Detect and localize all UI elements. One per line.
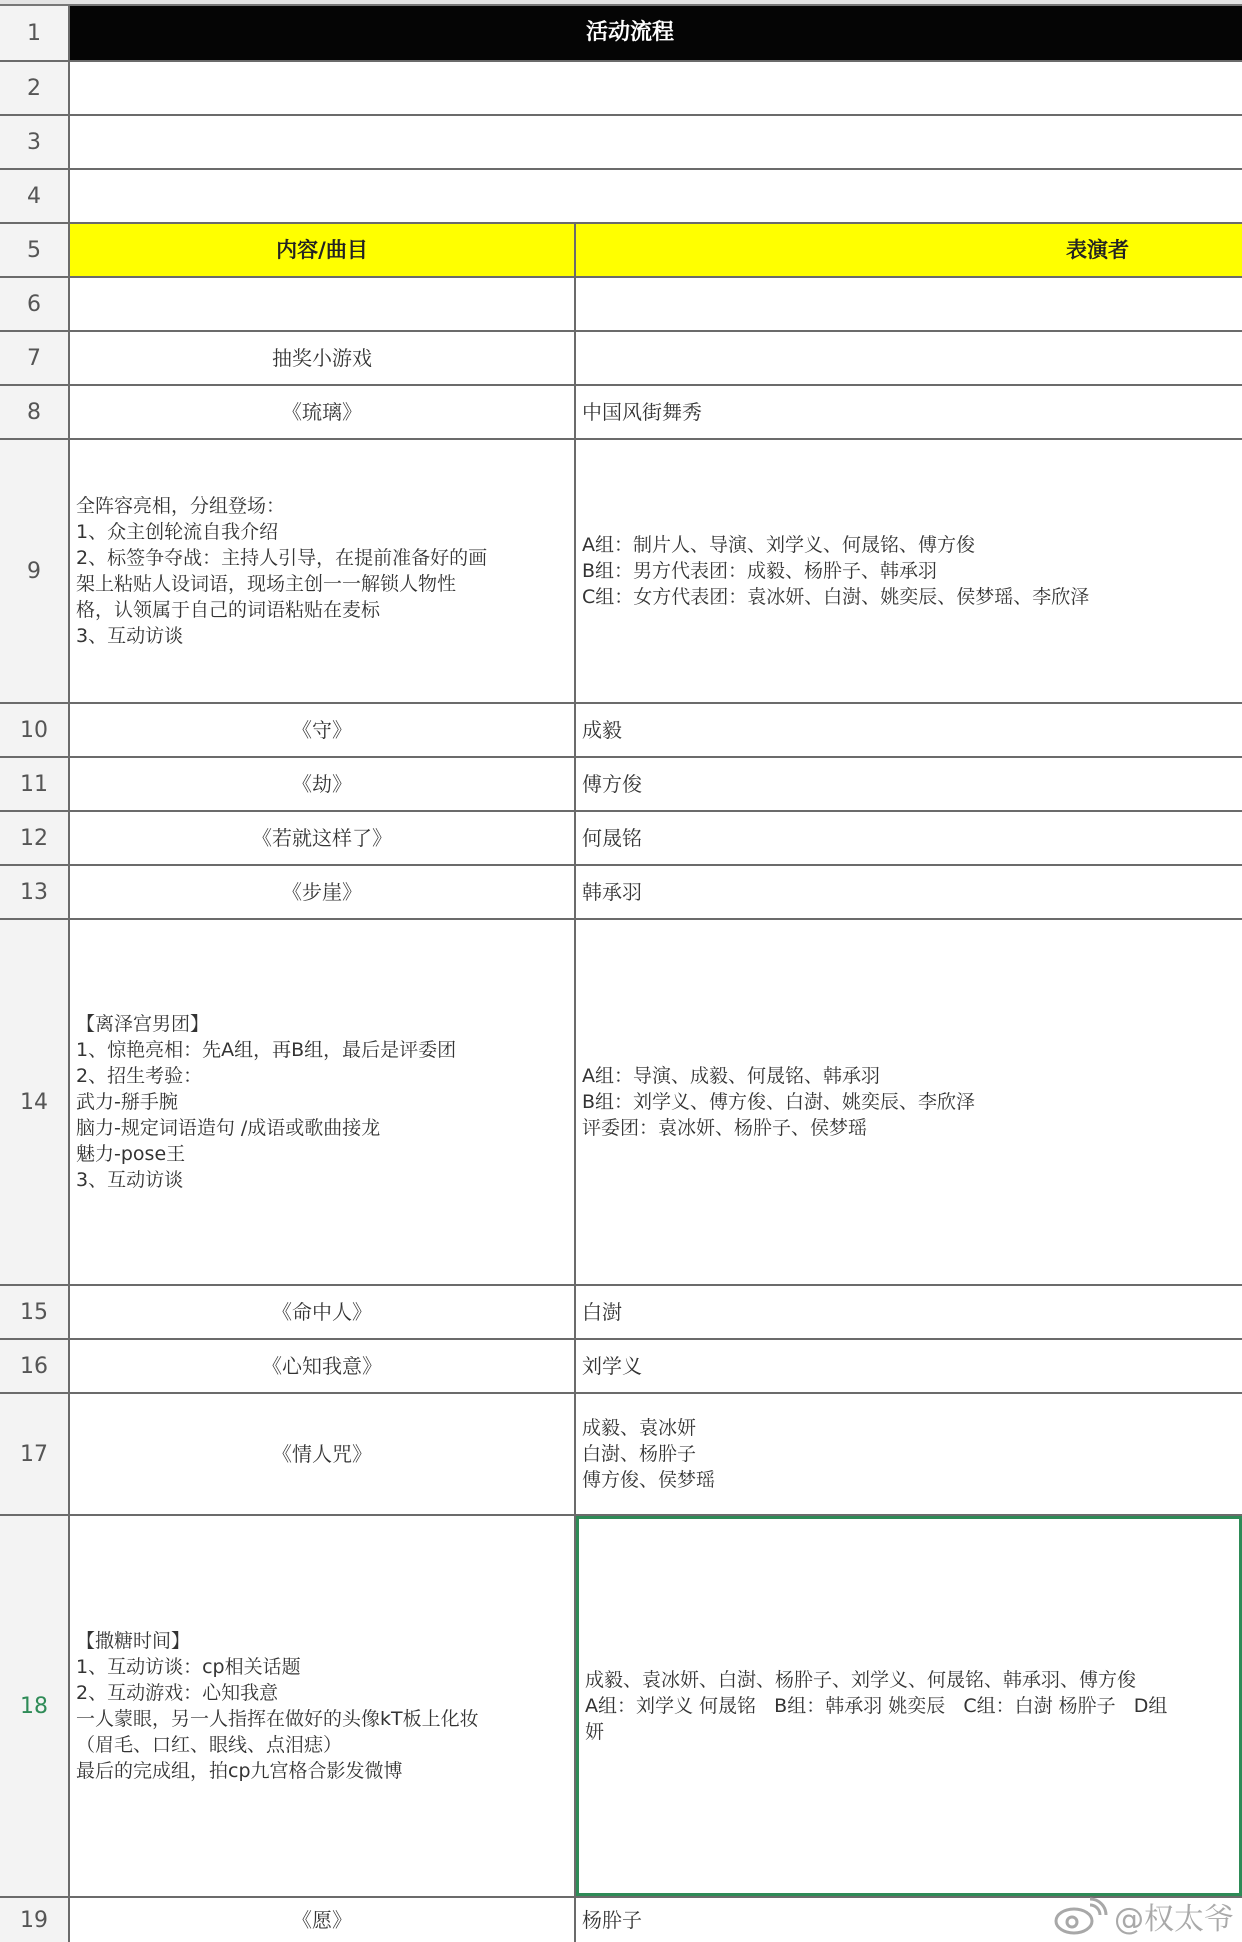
content-cell[interactable]: 《琉璃》 <box>70 386 576 438</box>
content-cell[interactable]: 《愿》 <box>70 1898 576 1942</box>
performer-cell[interactable]: A组：导演、成毅、何晟铭、韩承羽 B组：刘学义、傅方俊、白澍、姚奕辰、李欣泽 评委团：袁冰妍、杨肸子、侯梦瑶 <box>582 1065 976 1139</box>
content-cell[interactable]: 《守》 <box>70 704 576 756</box>
content-cell[interactable]: 《劫》 <box>70 758 576 810</box>
row-number[interactable]: 6 <box>0 278 70 330</box>
performer-cell[interactable]: 白澍 <box>582 1300 622 1324</box>
content-cell[interactable]: 《心知我意》 <box>70 1340 576 1392</box>
row-number[interactable]: 9 <box>0 440 70 702</box>
performer-cell-selected[interactable]: 成毅、袁冰妍、白澍、杨肸子、刘学义、何晟铭、韩承羽、傅方俊 A组：刘学义 何晟铭 B组：韩承羽 姚奕辰 C组：白澍 杨肸子 D组 妍 <box>576 1516 1242 1896</box>
table-row <box>0 6 1242 62</box>
performer-cell[interactable]: 何晟铭 <box>582 826 642 850</box>
row-number[interactable]: 4 <box>0 170 70 222</box>
content-cell[interactable]: 《命中人》 <box>70 1286 576 1338</box>
table-row <box>0 920 1242 1286</box>
row-number[interactable]: 2 <box>0 62 70 114</box>
row-number[interactable]: 11 <box>0 758 70 810</box>
table-row <box>0 386 1242 440</box>
table-row <box>0 116 1242 170</box>
table-row <box>0 62 1242 116</box>
performer-cell[interactable]: 傅方俊 <box>582 772 642 796</box>
empty-merged-cell[interactable] <box>70 62 1242 114</box>
content-cell[interactable]: 抽奖小游戏 <box>70 332 576 384</box>
content-cell[interactable]: 【撒糖时间】 1、互动访谈：cp相关话题 2、互动游戏：心知我意 一人蒙眼，另一人指挥在做好的头像kT板上化妆 （眉毛、口红、眼线、点泪痣） 最后的完成组，拍cp九宫格合影发微博 <box>70 1516 576 1896</box>
row-number[interactable]: 12 <box>0 812 70 864</box>
row-number[interactable]: 3 <box>0 116 70 168</box>
table-row <box>0 866 1242 920</box>
table-row <box>0 170 1242 224</box>
performer-cell[interactable]: 韩承羽 <box>582 880 642 904</box>
row-number[interactable]: 19 <box>0 1898 70 1942</box>
content-cell[interactable]: 全阵容亮相，分组登场： 1、众主创轮流自我介绍 2、标签争夺战：主持人引导，在提前准备好的画 架上粘贴人设词语，现场主创一一解锁人物性 格，认领属于自己的词语粘贴在麦标 3、互动访谈 <box>70 440 576 702</box>
table-row <box>0 278 1242 332</box>
header-content[interactable]: 内容/曲目 <box>70 224 576 276</box>
table-row <box>0 812 1242 866</box>
empty-merged-cell[interactable] <box>70 170 1242 222</box>
row-number[interactable]: 13 <box>0 866 70 918</box>
row-number[interactable]: 10 <box>0 704 70 756</box>
performer-cell[interactable]: 刘学义 <box>582 1354 642 1378</box>
row-number[interactable]: 7 <box>0 332 70 384</box>
table-row <box>0 332 1242 386</box>
title-cell[interactable] <box>70 6 1242 60</box>
content-cell[interactable] <box>70 278 576 330</box>
table-row <box>0 1516 1242 1898</box>
table-row <box>0 440 1242 704</box>
content-cell[interactable]: 《若就这样了》 <box>70 812 576 864</box>
watermark-text: @权太爷 <box>1114 1902 1234 1937</box>
performer-cell[interactable]: 杨肸子 <box>582 1908 642 1932</box>
content-cell[interactable]: 《情人咒》 <box>70 1394 576 1514</box>
table-row <box>0 1286 1242 1340</box>
performer-cell[interactable] <box>576 278 1242 330</box>
row-number[interactable]: 16 <box>0 1340 70 1392</box>
content-cell[interactable]: 《步崖》 <box>70 866 576 918</box>
row-number[interactable]: 17 <box>0 1394 70 1514</box>
table-row <box>0 704 1242 758</box>
row-number[interactable]: 8 <box>0 386 70 438</box>
performer-cell[interactable] <box>576 332 1242 384</box>
weibo-watermark <box>1052 1894 1234 1938</box>
weibo-icon <box>1052 1897 1108 1935</box>
performer-cell[interactable]: 成毅 <box>582 718 622 742</box>
row-number[interactable]: 5 <box>0 224 70 276</box>
content-cell[interactable]: 【离泽宫男团】 1、惊艳亮相：先A组，再B组，最后是评委团 2、招生考验： 武力-掰手腕 脑力-规定词语造句 /成语或歌曲接龙 魅力-pose王 3、互动访谈 <box>70 920 576 1284</box>
empty-merged-cell[interactable] <box>70 116 1242 168</box>
table-row <box>0 758 1242 812</box>
header-performer[interactable]: 表演者 <box>576 224 1242 276</box>
row-number-active[interactable]: 18 <box>0 1516 70 1896</box>
row-number[interactable]: 1 <box>0 6 70 60</box>
row-number[interactable]: 14 <box>0 920 70 1284</box>
row-number[interactable]: 15 <box>0 1286 70 1338</box>
table-row <box>0 1394 1242 1516</box>
page-title: 活动流程 <box>585 20 674 45</box>
performer-cell[interactable]: A组：制片人、导演、刘学义、何晟铭、傅方俊 B组：男方代表团：成毅、杨肸子、韩承羽 C组：女方代表团：袁冰妍、白澍、姚奕辰、侯梦瑶、李欣泽 <box>582 534 1090 608</box>
performer-cell[interactable]: 成毅、袁冰妍 白澍、杨肸子 傅方俊、侯梦瑶 <box>582 1417 716 1491</box>
performer-cell[interactable]: 中国风街舞秀 <box>582 400 702 424</box>
table-row <box>0 224 1242 278</box>
table-row <box>0 1340 1242 1394</box>
